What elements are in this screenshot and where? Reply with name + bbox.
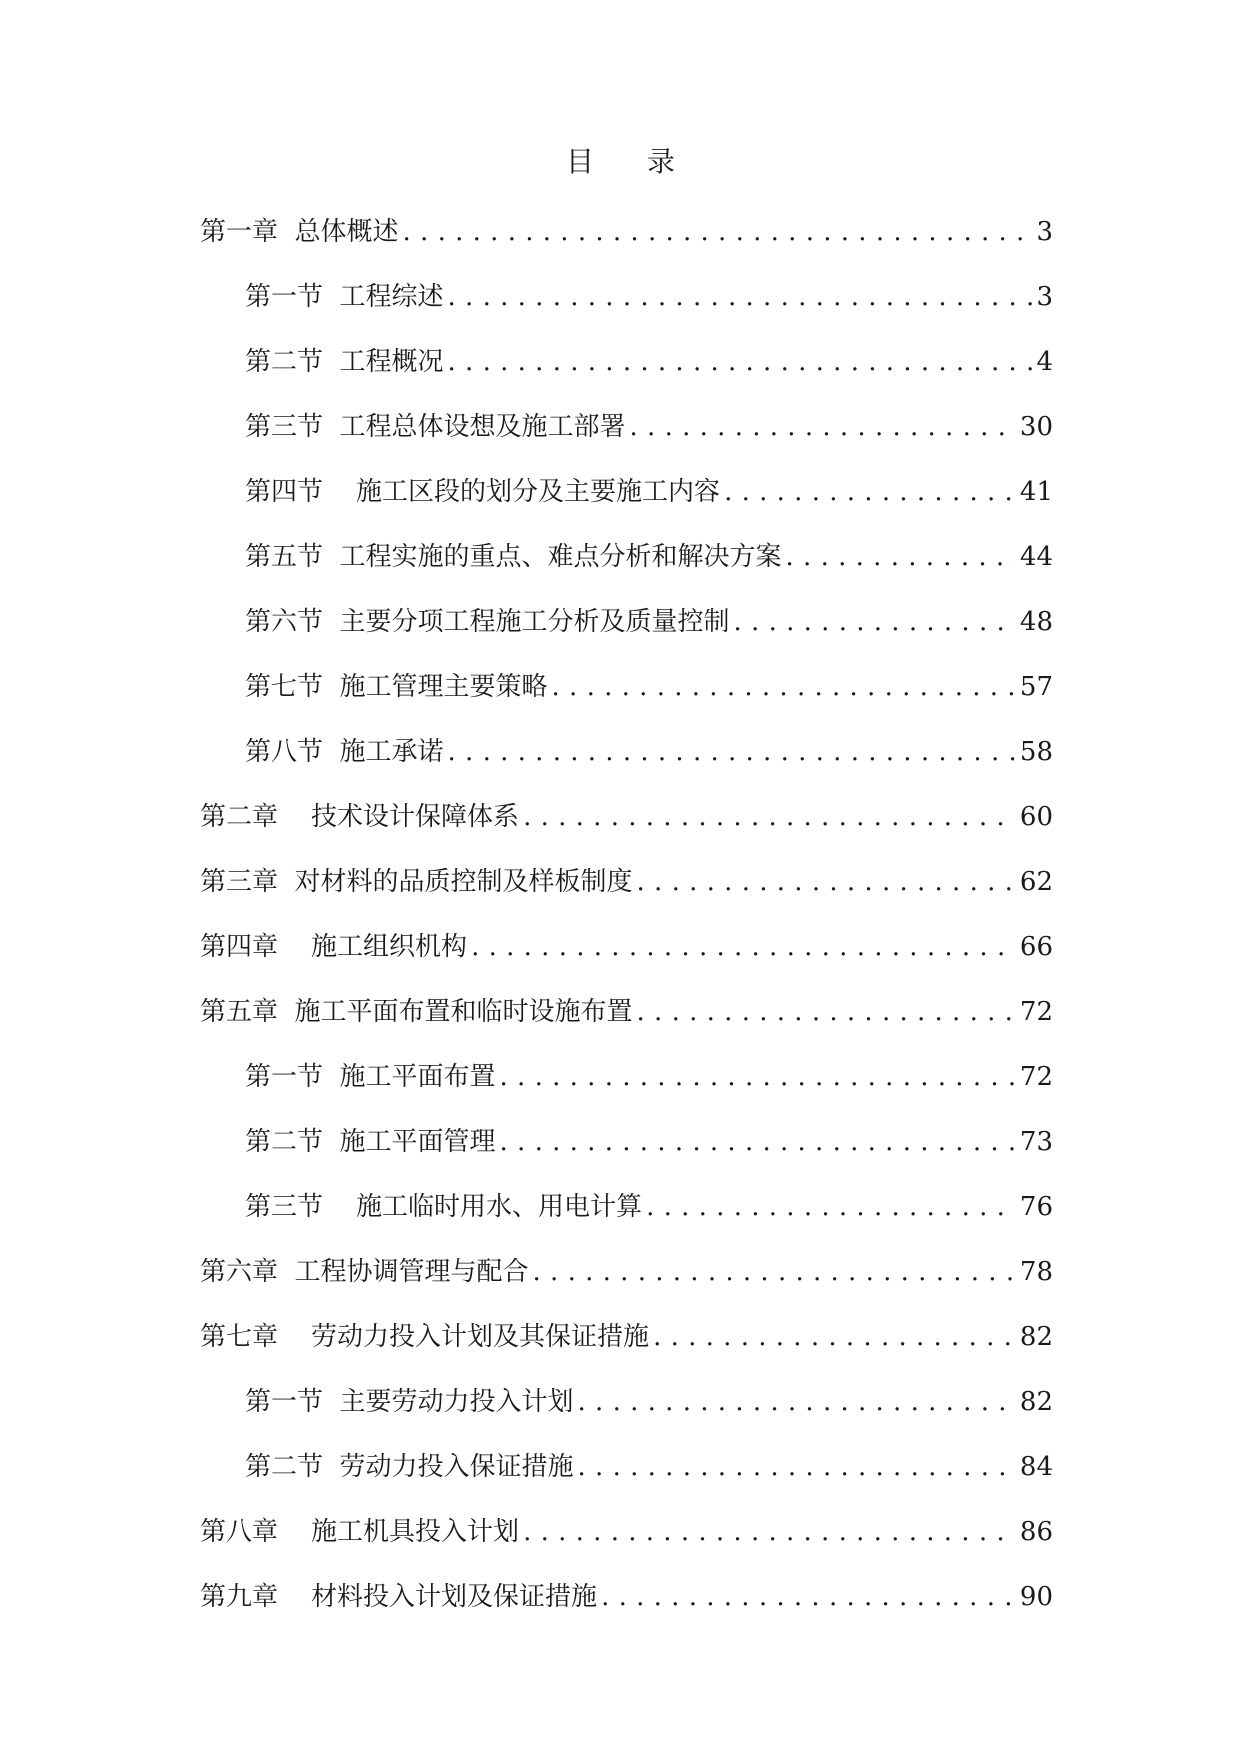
toc-entry-label: 第二节 施工平面管理 bbox=[245, 1127, 496, 1157]
toc-chapter-entry[interactable] bbox=[200, 864, 1053, 929]
toc-page-number: 62 bbox=[1019, 867, 1053, 897]
toc-dot-leader bbox=[403, 214, 1033, 250]
table-of-contents bbox=[200, 214, 1053, 1644]
toc-page-number: 82 bbox=[1019, 1387, 1053, 1417]
toc-entry-label: 第二节 工程概况 bbox=[245, 347, 444, 377]
toc-section-entry[interactable] bbox=[200, 344, 1053, 409]
toc-entry-label: 第九章 材料投入计划及保证措施 bbox=[200, 1582, 598, 1612]
toc-page-number: 72 bbox=[1019, 997, 1053, 1027]
toc-chapter-entry[interactable] bbox=[200, 1579, 1053, 1644]
toc-entry-label: 第一节 工程综述 bbox=[245, 282, 444, 312]
toc-section-entry[interactable] bbox=[200, 1189, 1053, 1254]
toc-chapter-entry[interactable] bbox=[200, 1514, 1053, 1579]
toc-page-number: 30 bbox=[1019, 412, 1053, 442]
toc-entry-label: 第三节 工程总体设想及施工部署 bbox=[245, 412, 626, 442]
toc-dot-leader bbox=[523, 1514, 1016, 1550]
toc-chapter-entry[interactable] bbox=[200, 1254, 1053, 1319]
toc-dot-leader bbox=[724, 474, 1016, 510]
toc-section-entry[interactable] bbox=[200, 1059, 1053, 1124]
toc-dot-leader bbox=[448, 734, 1016, 770]
toc-dot-leader bbox=[734, 604, 1016, 640]
toc-section-entry[interactable] bbox=[200, 1124, 1053, 1189]
toc-dot-leader bbox=[578, 1384, 1016, 1420]
toc-dot-leader bbox=[786, 539, 1016, 575]
toc-entry-label: 第三章 对材料的品质控制及样板制度 bbox=[200, 867, 633, 897]
toc-page-number: 58 bbox=[1019, 737, 1053, 767]
toc-page-number: 73 bbox=[1019, 1127, 1053, 1157]
toc-section-entry[interactable] bbox=[200, 734, 1053, 799]
toc-entry-label: 第四章 施工组织机构 bbox=[200, 932, 468, 962]
toc-page-number: 76 bbox=[1019, 1192, 1053, 1222]
toc-entry-label: 第一节 主要劳动力投入计划 bbox=[245, 1387, 574, 1417]
toc-section-entry[interactable] bbox=[200, 409, 1053, 474]
toc-entry-label: 第五章 施工平面布置和临时设施布置 bbox=[200, 997, 633, 1027]
toc-page-number: 72 bbox=[1019, 1062, 1053, 1092]
toc-chapter-entry[interactable] bbox=[200, 1319, 1053, 1384]
toc-entry-label: 第八章 施工机具投入计划 bbox=[200, 1517, 520, 1547]
toc-page-number: 44 bbox=[1019, 542, 1053, 572]
toc-dot-leader bbox=[637, 994, 1016, 1030]
toc-page-number: 3 bbox=[1036, 217, 1053, 247]
toc-entry-label: 第六章 工程协调管理与配合 bbox=[200, 1257, 529, 1287]
toc-page-number: 90 bbox=[1019, 1582, 1053, 1612]
toc-entry-label: 第三节 施工临时用水、用电计算 bbox=[245, 1192, 643, 1222]
toc-section-entry[interactable] bbox=[200, 279, 1053, 344]
toc-dot-leader bbox=[523, 799, 1016, 835]
toc-page-number: 3 bbox=[1036, 282, 1053, 312]
toc-dot-leader bbox=[578, 1449, 1016, 1485]
toc-page-number: 4 bbox=[1036, 347, 1053, 377]
toc-dot-leader bbox=[533, 1254, 1016, 1290]
toc-entry-label: 第七节 施工管理主要策略 bbox=[245, 672, 548, 702]
toc-page-number: 48 bbox=[1019, 607, 1053, 637]
toc-section-entry[interactable] bbox=[200, 539, 1053, 604]
toc-entry-label: 第二节 劳动力投入保证措施 bbox=[245, 1452, 574, 1482]
toc-page-number: 86 bbox=[1019, 1517, 1053, 1547]
toc-dot-leader bbox=[653, 1319, 1016, 1355]
toc-page-number: 41 bbox=[1019, 477, 1053, 507]
toc-page-number: 66 bbox=[1019, 932, 1053, 962]
toc-dot-leader bbox=[646, 1189, 1016, 1225]
toc-section-entry[interactable] bbox=[200, 1384, 1053, 1449]
toc-dot-leader bbox=[500, 1124, 1016, 1160]
toc-section-entry[interactable] bbox=[200, 1449, 1053, 1514]
toc-dot-leader bbox=[500, 1059, 1016, 1095]
toc-entry-label: 第七章 劳动力投入计划及其保证措施 bbox=[200, 1322, 650, 1352]
toc-dot-leader bbox=[552, 669, 1016, 705]
toc-page-number: 82 bbox=[1019, 1322, 1053, 1352]
toc-section-entry[interactable] bbox=[200, 604, 1053, 669]
toc-page-number: 57 bbox=[1019, 672, 1053, 702]
toc-chapter-entry[interactable] bbox=[200, 214, 1053, 279]
toc-chapter-entry[interactable] bbox=[200, 929, 1053, 994]
toc-section-entry[interactable] bbox=[200, 669, 1053, 734]
toc-title: 目 录 bbox=[566, 145, 697, 178]
toc-entry-label: 第一节 施工平面布置 bbox=[245, 1062, 496, 1092]
toc-entry-label: 第四节 施工区段的划分及主要施工内容 bbox=[245, 477, 721, 507]
toc-dot-leader bbox=[637, 864, 1016, 900]
toc-entry-label: 第六节 主要分项工程施工分析及质量控制 bbox=[245, 607, 730, 637]
toc-dot-leader bbox=[601, 1579, 1016, 1615]
toc-entry-label: 第一章 总体概述 bbox=[200, 217, 399, 247]
toc-page-number: 60 bbox=[1019, 802, 1053, 832]
toc-entry-label: 第八节 施工承诺 bbox=[245, 737, 444, 767]
toc-section-entry[interactable] bbox=[200, 474, 1053, 539]
toc-dot-leader bbox=[630, 409, 1016, 445]
toc-chapter-entry[interactable] bbox=[200, 994, 1053, 1059]
toc-page-number: 84 bbox=[1019, 1452, 1053, 1482]
toc-dot-leader bbox=[471, 929, 1016, 965]
toc-entry-label: 第五节 工程实施的重点、难点分析和解决方案 bbox=[245, 542, 782, 572]
toc-dot-leader bbox=[448, 344, 1033, 380]
toc-dot-leader bbox=[448, 279, 1033, 315]
toc-chapter-entry[interactable] bbox=[200, 799, 1053, 864]
toc-entry-label: 第二章 技术设计保障体系 bbox=[200, 802, 520, 832]
toc-page-number: 78 bbox=[1019, 1257, 1053, 1287]
